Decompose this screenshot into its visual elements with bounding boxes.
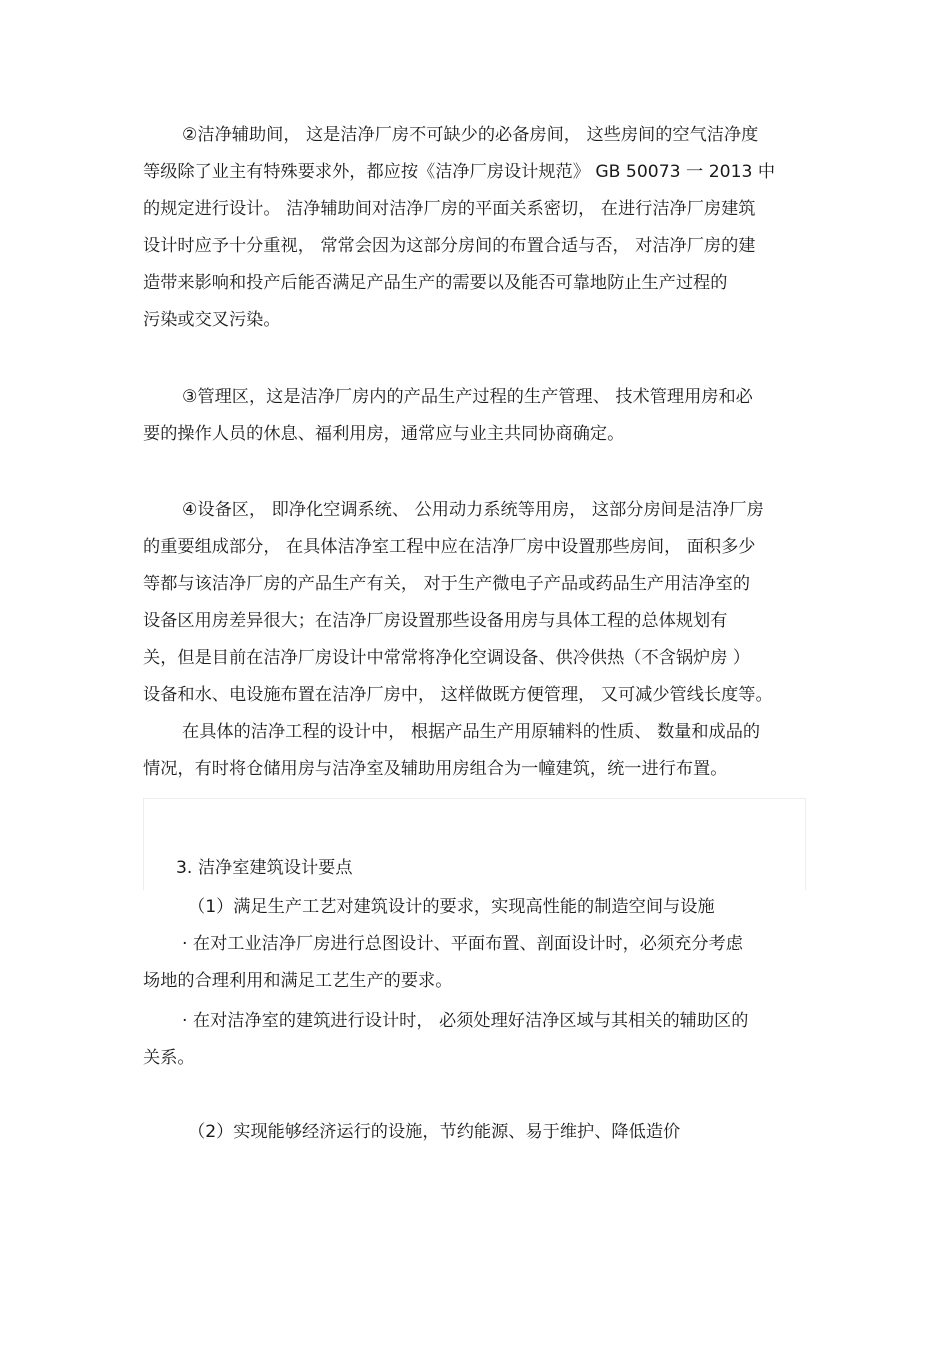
text-line: 关系。 xyxy=(143,1048,195,1068)
text-line: 的重要组成部分， 在具体洁净室工程中应在洁净厂房中设置那些房间， 面积多少 xyxy=(143,537,756,557)
text-line: ②洁净辅助间， 这是洁净厂房不可缺少的必备房间， 这些房间的空气洁净度 xyxy=(182,125,759,145)
bullet-line: · 在对洁净室的建筑进行设计时， 必须处理好洁净区域与其相关的辅助区的 xyxy=(182,1011,749,1031)
subsection-heading: （2）实现能够经济运行的设施，节约能源、易于维护、降低造价 xyxy=(188,1122,681,1142)
text-line: 关，但是目前在洁净厂房设计中常常将净化空调设备、供冷供热（不含锅炉房 ） xyxy=(143,648,751,668)
text-line: 造带来影响和投产后能否满足产品生产的需要以及能否可靠地防止生产过程的 xyxy=(143,273,728,293)
text-line: 要的操作人员的休息、福利用房，通常应与业主共同协商确定。 xyxy=(143,424,625,444)
text-line: 在具体的洁净工程的设计中， 根据产品生产用原辅料的性质、 数量和成品的 xyxy=(182,722,761,742)
section-heading: 3. 洁净室建筑设计要点 xyxy=(176,858,353,878)
text-line: 场地的合理利用和满足工艺生产的要求。 xyxy=(143,971,453,991)
text-line: 设备和水、电设施布置在洁净厂房中， 这样做既方便管理， 又可减少管线长度等。 xyxy=(143,685,773,705)
text-line: 设备区用房差异很大；在洁净厂房设置那些设备用房与具体工程的总体规划有 xyxy=(143,611,728,631)
text-line: 的规定进行设计。 洁净辅助间对洁净厂房的平面关系密切， 在进行洁净厂房建筑 xyxy=(143,199,756,219)
text-line: 设计时应予十分重视， 常常会因为这部分房间的布置合适与否， 对洁净厂房的建 xyxy=(143,236,756,256)
bullet-line: · 在对工业洁净厂房进行总图设计、平面布置、剖面设计时，必须充分考虑 xyxy=(182,934,743,954)
text-line: 等级除了业主有特殊要求外，都应按《洁净厂房设计规范》 GB 50073 一 2013 中 xyxy=(143,162,776,182)
text-line: 污染或交叉污染。 xyxy=(143,310,281,330)
text-line: 情况，有时将仓储用房与洁净室及辅助用房组合为一幢建筑，统一进行布置。 xyxy=(143,759,728,779)
text-line: 等都与该洁净厂房的产品生产有关， 对于生产微电子产品或药品生产用洁净室的 xyxy=(143,574,751,594)
subsection-heading: （1）满足生产工艺对建筑设计的要求，实现高性能的制造空间与设施 xyxy=(188,897,715,917)
text-line: ④设备区， 即净化空调系统、 公用动力系统等用房， 这部分房间是洁净厂房 xyxy=(182,500,764,520)
text-line: ③管理区，这是洁净厂房内的产品生产过程的生产管理、 技术管理用房和必 xyxy=(182,387,753,407)
